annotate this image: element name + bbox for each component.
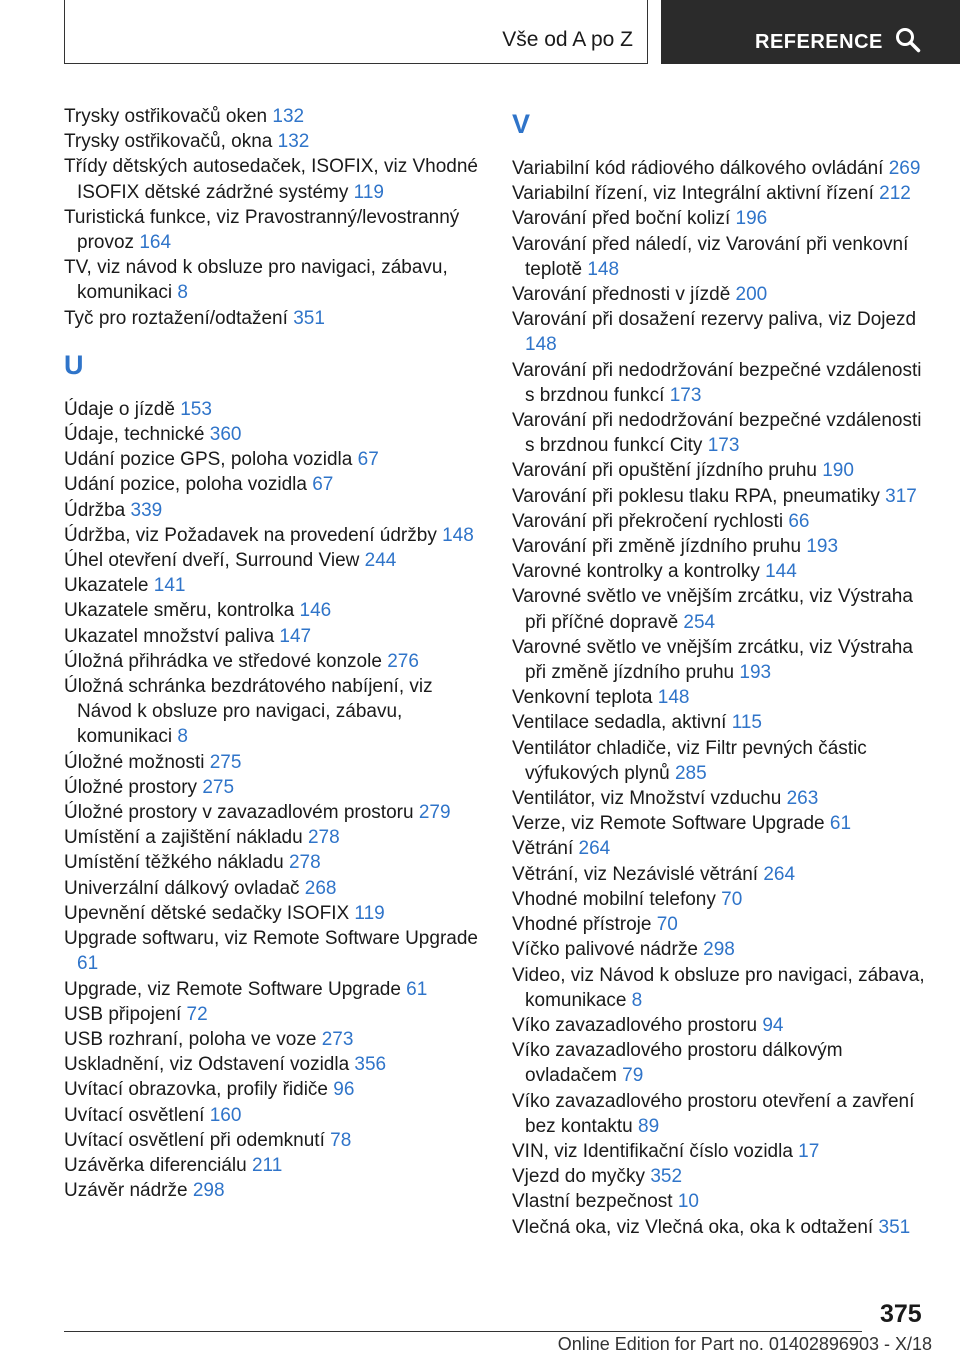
- index-entry-text: Úložné možnosti: [64, 751, 210, 773]
- index-entry: [64, 876, 484, 901]
- index-page-link[interactable]: 164: [139, 232, 172, 254]
- index-page-link[interactable]: 193: [739, 662, 772, 684]
- index-entry: [64, 825, 484, 850]
- index-entry: [512, 1215, 932, 1240]
- index-entry: [64, 306, 484, 331]
- index-entry: [64, 901, 484, 926]
- index-entry-text: Udání pozice GPS, poloha vozidla: [64, 449, 358, 471]
- index-page-link[interactable]: 147: [279, 625, 312, 647]
- index-entry-text: Udání pozice, poloha vozidla: [64, 474, 313, 496]
- index-entry: [512, 1089, 932, 1139]
- index-entry: [64, 1103, 484, 1128]
- index-entry-text: Varovné světlo ve vnějším zrcátku, viz Výstraha při změně jízdního pruhu: [512, 636, 913, 684]
- index-entry-text: Ventilace sedadla, aktivní: [512, 712, 732, 734]
- index-entry: [512, 509, 932, 534]
- index-page-link[interactable]: 66: [788, 510, 810, 532]
- index-page-link[interactable]: 268: [304, 877, 337, 899]
- index-entry-text: Venkovní teplota: [512, 687, 658, 709]
- index-entry-text: Video, viz Návod k obsluze pro navigaci, zábava, komunikace: [512, 964, 925, 1011]
- index-page-link[interactable]: 144: [765, 561, 797, 583]
- index-entry: [512, 1189, 932, 1214]
- index-entry: [64, 775, 484, 800]
- index-entry: [64, 447, 484, 472]
- index-entry: [64, 800, 484, 825]
- index-entry: [512, 1139, 932, 1164]
- index-entry-text: Variabilní řízení, viz Integrální aktivní řízení: [512, 183, 880, 205]
- index-entry: [64, 649, 484, 674]
- index-entry-text: Vlastní bezpečnost: [512, 1191, 678, 1213]
- index-page-link[interactable]: 352: [650, 1166, 683, 1188]
- index-entry: [64, 1027, 484, 1052]
- index-entry: [64, 255, 484, 305]
- index-entry-text: Umístění těžkého nákladu: [64, 852, 289, 874]
- index-page-link[interactable]: 278: [307, 827, 340, 849]
- index-page-link[interactable]: 190: [822, 460, 854, 482]
- index-page-link[interactable]: 94: [762, 1014, 784, 1036]
- index-entry-text: Varování při nedodržování bezpečné vzdálenosti s brzdnou funkcí City: [512, 410, 922, 457]
- index-entry-text: Víko zavazadlového prostoru dálkovým ovladačem: [512, 1040, 843, 1087]
- index-page-link[interactable]: 351: [293, 307, 325, 329]
- index-page-link[interactable]: 244: [364, 550, 397, 572]
- index-entry-text: Údržba, viz Požadavek na provedení údržby: [64, 524, 443, 546]
- index-entry: [64, 573, 484, 598]
- index-entry: [64, 1002, 484, 1027]
- index-entry: [512, 307, 932, 357]
- index-entry-text: TV, viz návod k obsluze pro navigaci, zábavu, komunikaci: [64, 257, 448, 304]
- index-entry: [64, 926, 484, 976]
- index-page-link[interactable]: 96: [333, 1079, 355, 1101]
- index-entry-text: Turistická funkce, viz Pravostranný/levostranný provoz: [64, 206, 460, 254]
- index-entry-text: Varování přednosti v jízdě: [512, 284, 736, 306]
- index-entry: [512, 736, 932, 786]
- index-entry-text: Uzávěrka diferenciálu: [64, 1154, 252, 1176]
- index-entry: [512, 232, 932, 282]
- index-entry-text: Ukazatele: [64, 575, 154, 597]
- index-entry-text: Úložná schránka bezdrátového nabíjení, viz Návod k obsluze pro navigaci, zábavu, komunikaci: [64, 676, 433, 748]
- index-entry: [512, 484, 932, 509]
- index-entry: [64, 129, 484, 154]
- index-entry-text: Úložné prostory: [64, 776, 203, 798]
- index-entry: [512, 584, 932, 634]
- index-entry: [64, 154, 484, 204]
- index-entry: [64, 422, 484, 447]
- index-entry-text: Úložné prostory v zavazadlovém prostoru: [64, 802, 419, 824]
- index-page-link[interactable]: 72: [186, 1003, 208, 1025]
- index-page-link[interactable]: 67: [312, 474, 334, 496]
- index-entry: [512, 836, 932, 861]
- index-entry-text: Variabilní kód rádiového dálkového ovládání: [512, 158, 889, 179]
- index-page-link[interactable]: 263: [786, 788, 819, 810]
- index-entry: [512, 1013, 932, 1038]
- index-page-link[interactable]: 254: [683, 611, 716, 633]
- index-entry-text: Tyč pro roztažení/odtažení: [64, 307, 294, 329]
- index-entry: [64, 1077, 484, 1102]
- index-page-link[interactable]: 356: [354, 1054, 387, 1076]
- index-entry-text: VIN, viz Identifikační číslo vozidla: [512, 1140, 799, 1162]
- index-entry: [64, 205, 484, 255]
- index-entry-text: Větrání: [512, 838, 579, 860]
- index-entry-text: Větrání, viz Nezávislé větrání: [512, 863, 764, 885]
- index-entry-text: Úhel otevření dveří, Surround View: [64, 550, 365, 572]
- index-page-link[interactable]: 264: [763, 863, 796, 885]
- index-entry-text: Vhodné přístroje: [512, 914, 657, 936]
- index-page-link[interactable]: 148: [442, 524, 474, 546]
- index-page-link[interactable]: 148: [525, 334, 557, 356]
- index-page-link[interactable]: 89: [638, 1115, 660, 1137]
- index-entry-text: Víko zavazadlového prostoru: [512, 1014, 763, 1036]
- index-entry-text: Varování při opuštění jízdního pruhu: [512, 460, 823, 482]
- index-letter-heading: U: [64, 349, 84, 380]
- index-entry-text: Víčko palivové nádrže: [512, 939, 704, 961]
- index-entry: [64, 104, 484, 129]
- index-entry-text: Třídy dětských autosedaček, ISOFIX, viz Vhodné ISOFIX dětské zádržné systémy: [64, 156, 478, 203]
- index-entry: [512, 811, 932, 836]
- index-entry: [512, 887, 932, 912]
- index-page-link[interactable]: 61: [77, 953, 99, 975]
- index-entry-text: Ventilátor chladiče, viz Filtr pevných částic výfukových plynů: [512, 737, 867, 784]
- index-page-link[interactable]: 193: [806, 536, 839, 558]
- index-page-link[interactable]: 61: [829, 813, 852, 835]
- index-entry-text: Varování při změně jízdního pruhu: [512, 536, 807, 558]
- index-entry: [64, 977, 484, 1002]
- index-page-link[interactable]: 200: [735, 284, 768, 306]
- index-entry-text: Vlečná oka, viz Vlečná oka, oka k odtažení: [512, 1216, 879, 1238]
- index-entry-text: Uzávěr nádrže: [64, 1180, 193, 1202]
- index-entry-text: Varovné kontrolky a kontrolky: [512, 561, 766, 583]
- index-page-link[interactable]: 275: [202, 776, 235, 798]
- section-title: Vše od A po Z: [502, 28, 633, 51]
- index-entry-text: Univerzální dálkový ovladač: [64, 877, 305, 899]
- index-entry-text: Ukazatele směru, kontrolka: [64, 600, 300, 622]
- index-entry: [512, 862, 932, 887]
- index-page-link[interactable]: 360: [209, 424, 242, 446]
- index-entry-text: USB připojení: [64, 1003, 187, 1025]
- index-page-link[interactable]: 119: [354, 902, 385, 924]
- index-entry-text: USB rozhraní, poloha ve voze: [64, 1028, 322, 1050]
- index-page-link[interactable]: 275: [209, 751, 242, 773]
- index-entry: [64, 1153, 484, 1178]
- index-page-link[interactable]: 269: [888, 158, 921, 179]
- reference-tab[interactable]: [661, 0, 960, 64]
- index-page-link[interactable]: 8: [177, 726, 188, 748]
- index-page-link[interactable]: 339: [130, 499, 163, 521]
- index-entry-text: Údržba: [64, 499, 131, 521]
- index-page-link[interactable]: 10: [677, 1191, 699, 1213]
- index-page-link[interactable]: 160: [209, 1104, 242, 1126]
- index-page-link[interactable]: 70: [656, 914, 678, 936]
- index-entry: [64, 1052, 484, 1077]
- index-entry: [512, 635, 932, 685]
- index-page-link[interactable]: 67: [357, 449, 379, 471]
- index-entry-text: Varování při překročení rychlosti: [512, 510, 789, 532]
- index-entry: [64, 1178, 484, 1203]
- index-entry-text: Upevnění dětské sedačky ISOFIX: [64, 902, 355, 924]
- index-page-link[interactable]: 273: [321, 1028, 354, 1050]
- index-entry: [512, 156, 932, 181]
- index-page-link[interactable]: 79: [622, 1065, 644, 1087]
- index-entry-text: Vhodné mobilní telefony: [512, 888, 722, 910]
- index-entry-text: Údaje o jízdě: [64, 398, 181, 420]
- index-entry-text: Uskladnění, viz Odstavení vozidla: [64, 1054, 355, 1076]
- index-page-link[interactable]: 141: [153, 575, 186, 597]
- index-entry: [512, 963, 932, 1013]
- index-entry: [512, 710, 932, 735]
- index-entry-text: Úložná přihrádka ve středové konzole: [64, 650, 388, 672]
- index-entry: [64, 1128, 484, 1153]
- index-column-right: [512, 104, 932, 1240]
- index-entry: [64, 397, 484, 422]
- index-entry: [64, 548, 484, 573]
- index-page-link[interactable]: 212: [879, 183, 911, 205]
- index-page-link[interactable]: 148: [657, 687, 690, 709]
- index-entry-text: Uvítací osvětlení: [64, 1104, 210, 1126]
- index-page-link[interactable]: 78: [330, 1129, 352, 1151]
- index-page-link[interactable]: 8: [631, 989, 643, 1011]
- index-entry: [512, 458, 932, 483]
- index-column-left: [64, 104, 484, 1203]
- page-number: 375: [880, 1300, 922, 1328]
- index-entry: [64, 624, 484, 649]
- index-entry-text: Uvítací osvětlení při odemknutí: [64, 1129, 331, 1151]
- index-entry: [512, 1164, 932, 1189]
- index-entry: [512, 408, 932, 458]
- index-page-link[interactable]: 298: [192, 1180, 225, 1202]
- index-page-link[interactable]: 61: [406, 978, 428, 1000]
- index-entry-text: Varování před boční kolizí: [512, 208, 736, 230]
- index-page-link[interactable]: 8: [177, 282, 188, 304]
- index-entry-text: Trysky ostřikovačů, okna: [64, 131, 278, 153]
- header-section-box: [64, 0, 648, 64]
- index-entry: [512, 206, 932, 231]
- index-entry-text: Verze, viz Remote Software Upgrade: [512, 813, 830, 835]
- index-page-link[interactable]: 264: [578, 838, 611, 860]
- index-page-link[interactable]: 173: [669, 384, 702, 406]
- search-icon[interactable]: [895, 27, 921, 53]
- index-page-link[interactable]: 196: [735, 208, 768, 230]
- index-entry: [64, 674, 484, 750]
- index-page-link[interactable]: 298: [703, 939, 735, 961]
- index-entry: [512, 937, 932, 962]
- index-entry-text: Upgrade, viz Remote Software Upgrade: [64, 978, 407, 1000]
- index-page-link[interactable]: 153: [180, 398, 212, 420]
- index-entry-text: Ukazatel množství paliva: [64, 625, 280, 647]
- index-page-link[interactable]: 173: [707, 435, 740, 457]
- index-entry: [512, 685, 932, 710]
- index-page-link[interactable]: 351: [878, 1216, 911, 1238]
- index-page-link[interactable]: 279: [418, 802, 451, 824]
- index-entry: [64, 472, 484, 497]
- index-page-link[interactable]: 132: [277, 131, 310, 153]
- index-entry-text: Varování při nedodržování bezpečné vzdálenosti s brzdnou funkcí: [512, 359, 922, 406]
- index-entry-text: Víko zavazadlového prostoru otevření a zavření bez kontaktu: [512, 1090, 915, 1137]
- index-page-link[interactable]: 276: [387, 650, 419, 672]
- index-entry-text: Trysky ostřikovačů oken: [64, 106, 273, 127]
- index-page-link[interactable]: 115: [731, 712, 762, 734]
- index-entry: [64, 750, 484, 775]
- index-page-link[interactable]: 278: [288, 852, 321, 874]
- index-page-link[interactable]: 17: [798, 1140, 820, 1162]
- index-page-link[interactable]: 132: [272, 106, 305, 127]
- index-entry-text: Upgrade softwaru, viz Remote Software Upgrade: [64, 928, 478, 950]
- index-entry: [64, 498, 484, 523]
- index-entry: [512, 534, 932, 559]
- footer-divider: [64, 1331, 862, 1332]
- index-entry-text: Ventilátor, viz Množství vzduchu: [512, 788, 787, 810]
- index-page-link[interactable]: 148: [587, 258, 620, 280]
- index-entry: [512, 559, 932, 584]
- footer-edition: Online Edition for Part no. 01402896903 - X/18: [557, 1334, 932, 1354]
- index-entry: [512, 786, 932, 811]
- index-entry-text: Vjezd do myčky: [512, 1166, 651, 1188]
- index-page-link[interactable]: 70: [721, 888, 743, 910]
- index-page-link[interactable]: 285: [674, 762, 707, 784]
- index-page-link[interactable]: 211: [251, 1154, 283, 1176]
- index-entry-text: Údaje, technické: [64, 424, 210, 446]
- index-entry-text: Varování před náledí, viz Varování při venkovní teplotě: [512, 233, 909, 280]
- index-page-link[interactable]: 119: [353, 181, 384, 203]
- index-entry: [512, 282, 932, 307]
- index-entry: [512, 912, 932, 937]
- index-entry-text: Varování při dosažení rezervy paliva, viz Dojezd: [512, 309, 917, 331]
- index-entry: [512, 1038, 932, 1088]
- index-entry: [64, 598, 484, 623]
- index-entry-text: Umístění a zajištění nákladu: [64, 827, 308, 849]
- index-letter-heading: V: [512, 109, 531, 139]
- index-entry: [512, 181, 932, 206]
- index-entry: [512, 358, 932, 408]
- index-entry: [64, 850, 484, 875]
- index-entry-text: Varovné světlo ve vnějším zrcátku, viz Výstraha při příčné dopravě: [512, 586, 913, 633]
- index-page-link[interactable]: 146: [299, 600, 332, 622]
- index-page-link[interactable]: 317: [885, 485, 917, 507]
- index-entry: [64, 523, 484, 548]
- index-entry-text: Varování při poklesu tlaku RPA, pneumatiky: [512, 485, 886, 507]
- reference-label: REFERENCE: [755, 31, 883, 53]
- index-entry-text: Uvítací obrazovka, profily řidiče: [64, 1079, 334, 1101]
